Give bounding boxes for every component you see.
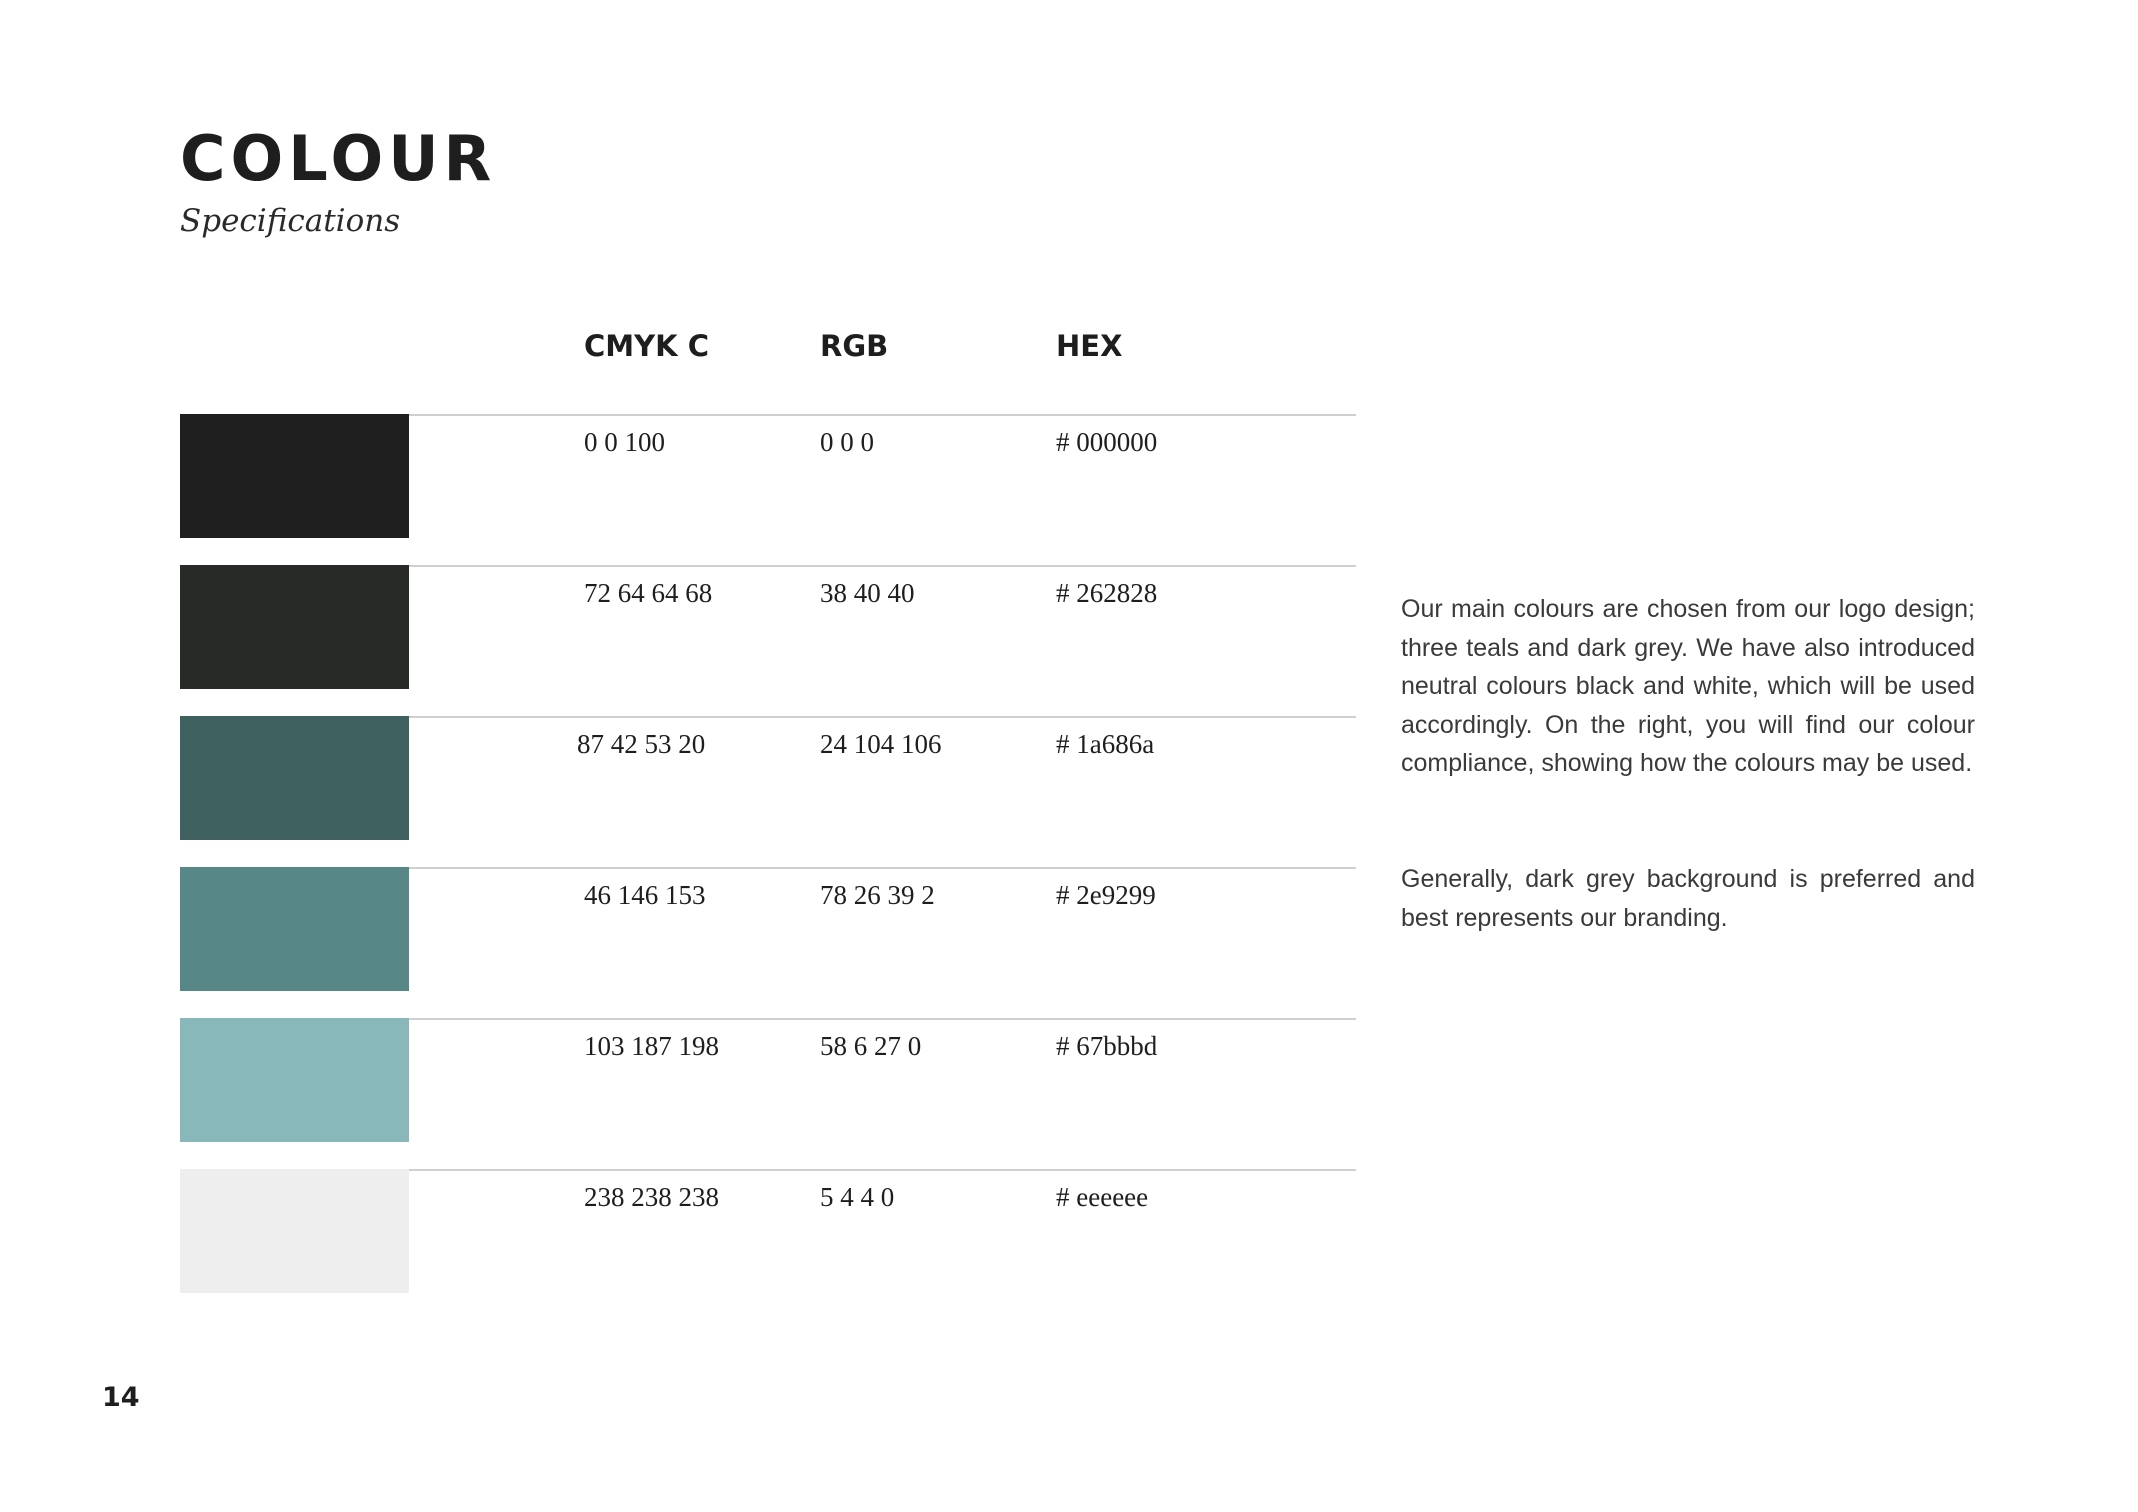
- colour-row: [180, 867, 1176, 991]
- row-divider: [409, 565, 1356, 567]
- hex-value: # 1a686a: [1056, 729, 1155, 759]
- row-divider: [409, 716, 1356, 718]
- colour-swatch: [180, 414, 409, 538]
- colour-row: [180, 716, 1176, 840]
- colour-row: [180, 565, 1176, 689]
- colour-swatch: [180, 867, 409, 991]
- cmyk-value: 238 238 238: [584, 1182, 719, 1212]
- row-divider: [409, 1169, 1356, 1171]
- column-header-cmyk: CMYK C: [584, 329, 709, 363]
- cmyk-value: 46 146 153: [584, 880, 706, 910]
- page-number: 14: [102, 1382, 140, 1413]
- cmyk-value: 87 42 53 20: [577, 729, 706, 759]
- hex-value: # 000000: [1056, 427, 1158, 457]
- hex-value: # 67bbbd: [1056, 1031, 1158, 1061]
- column-header-hex: HEX: [1056, 329, 1123, 363]
- colour-swatch: [180, 716, 409, 840]
- hex-value: # 2e9299: [1056, 880, 1156, 910]
- colour-swatch: [180, 1169, 409, 1293]
- cmyk-value: 103 187 198: [584, 1031, 719, 1061]
- hex-value: # 262828: [1056, 578, 1158, 608]
- cmyk-value: 72 64 64 68: [584, 578, 713, 608]
- cmyk-value: 0 0 100: [584, 427, 665, 457]
- row-divider: [409, 867, 1356, 869]
- hex-value: # eeeeee: [1056, 1182, 1149, 1212]
- rgb-value: 0 0 0: [820, 427, 874, 457]
- colour-row: [180, 1169, 1176, 1293]
- colour-row: [180, 1018, 1176, 1142]
- column-header-rgb: RGB: [820, 329, 889, 363]
- page-subtitle: Specifications: [180, 203, 401, 239]
- row-divider: [409, 1018, 1356, 1020]
- colour-swatch: [180, 1018, 409, 1142]
- description-paragraph: Our main colours are chosen from our logo design; three teals and dark grey. We have also introduced neutral colours black and white, which will be used accordingly. On the right, you will find our colour compliance, showing how the colours may be used.: [1401, 595, 1975, 777]
- rgb-value: 78 26 39 2: [820, 880, 935, 910]
- colour-swatch: [180, 565, 409, 689]
- rgb-value: 24 104 106: [820, 729, 942, 759]
- page-title: COLOUR: [180, 122, 497, 195]
- rgb-value: 58 6 27 0: [820, 1031, 922, 1061]
- row-divider: [409, 414, 1356, 416]
- description-paragraph: Generally, dark grey background is preferred and best represents our branding.: [1401, 865, 1975, 932]
- colour-row: [180, 414, 1176, 538]
- rgb-value: 5 4 4 0: [820, 1182, 895, 1212]
- rgb-value: 38 40 40: [820, 578, 915, 608]
